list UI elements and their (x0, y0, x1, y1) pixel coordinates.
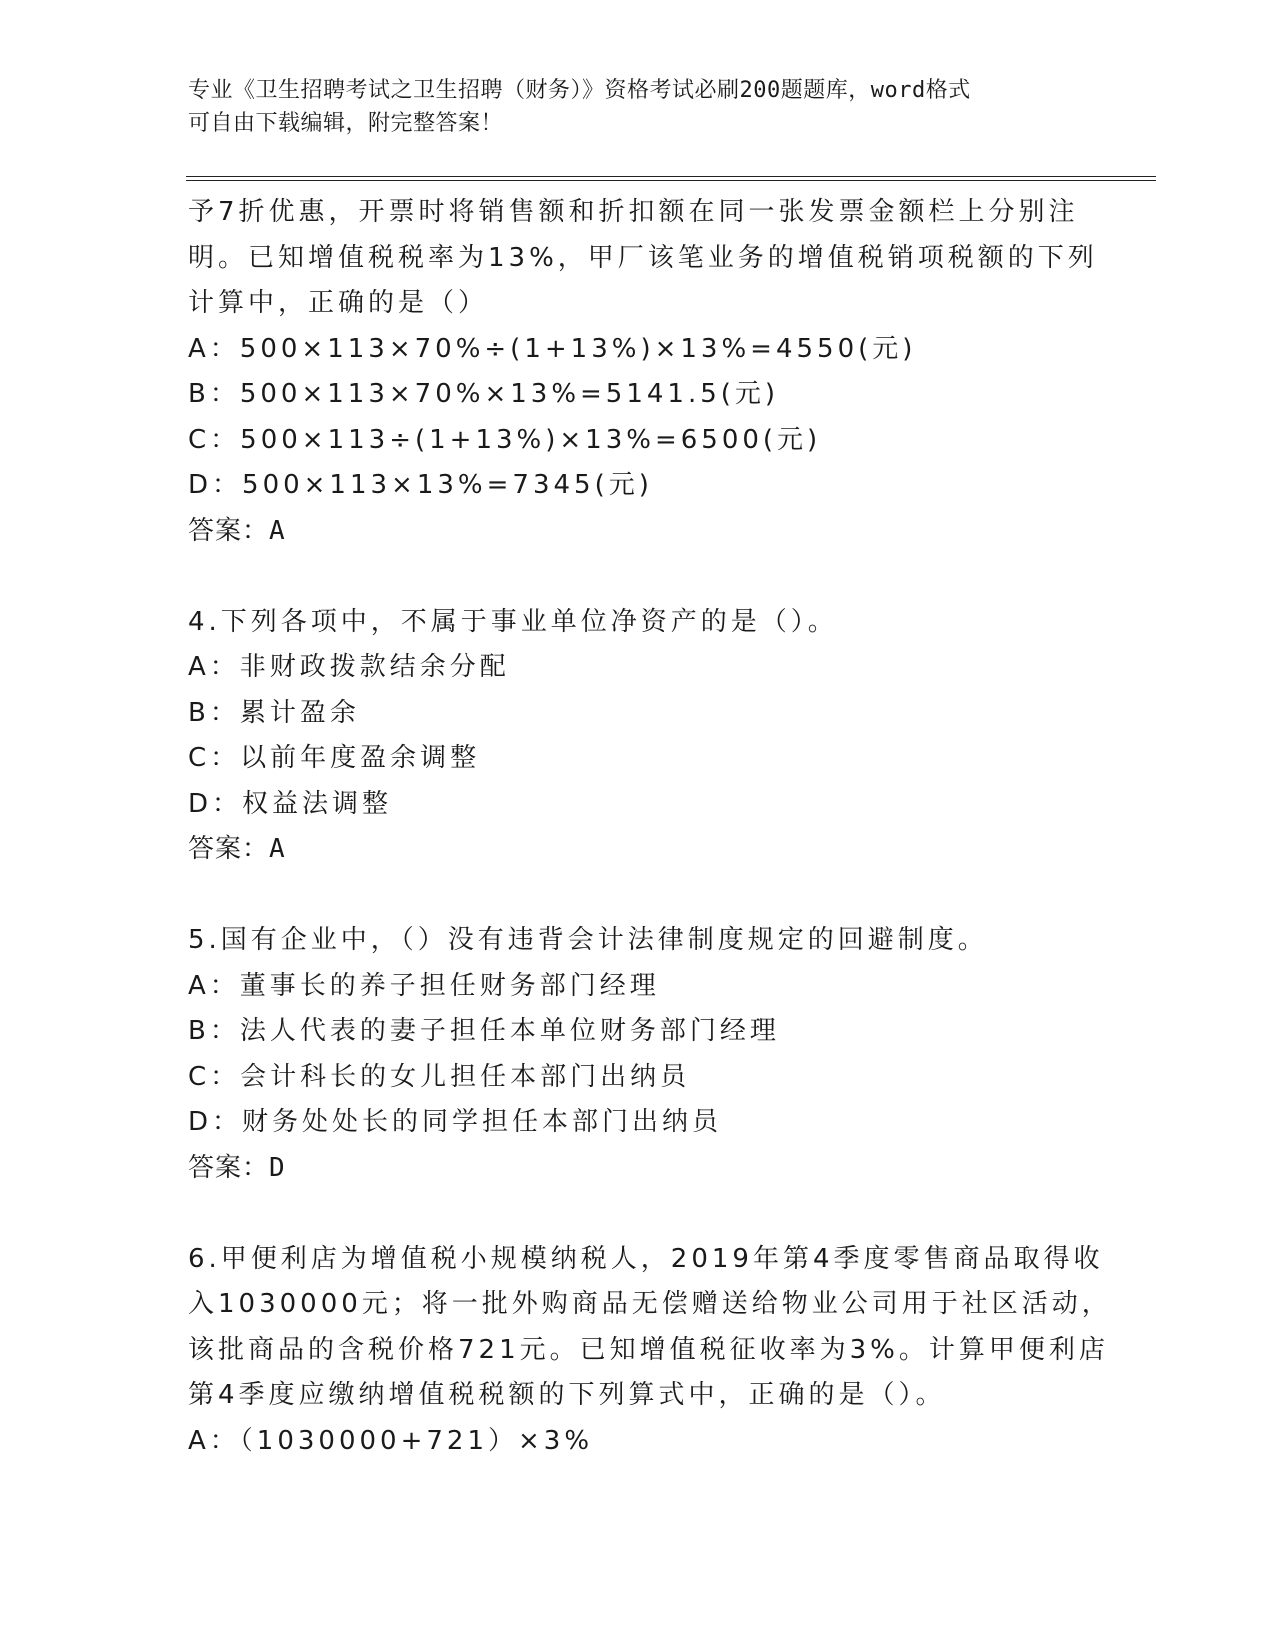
question-stem-line: 4.下列各项中，不属于事业单位净资产的是（）。 (188, 606, 838, 637)
question-stem-line: 6.甲便利店为增值税小规模纳税人，2019年第4季度零售商品取得收 (188, 1243, 1104, 1274)
option-c: C：500×113÷(1+13%)×13%=6500(元) (188, 424, 822, 455)
option-c: C：以前年度盈余调整 (188, 743, 481, 773)
answer-label: 答案：D (188, 1152, 286, 1183)
question-stem-line: 入1030000元；将一批外购商品无偿赠送给物业公司用于社区活动， (188, 1289, 1112, 1319)
spacer (188, 873, 1088, 919)
question-3 (188, 190, 1098, 554)
question-stem-line: 5.国有企业中，（）没有违背会计法律制度规定的回避制度。 (188, 925, 988, 955)
document-header (188, 74, 1068, 140)
header-subtitle-line: 可自由下载编辑，附完整答案！ (188, 111, 504, 136)
option-a: A：（1030000+721）×3% (188, 1425, 594, 1456)
question-4 (188, 600, 1088, 873)
question-list (188, 190, 1112, 1464)
option-c: C：会计科长的女儿担任本部门出纳员 (188, 1061, 691, 1092)
option-b: B：法人代表的妻子担任本单位财务部门经理 (188, 1016, 780, 1046)
spacer (188, 1191, 1088, 1237)
answer-label: 答案：A (188, 515, 286, 546)
question-6 (188, 1237, 1112, 1465)
spacer (188, 554, 1088, 600)
question-5 (188, 918, 1088, 1191)
option-a: A：非财政拨款结余分配 (188, 652, 510, 682)
header-divider (186, 176, 1156, 181)
option-a: A：500×113×70%÷(1+13%)×13%=4550(元) (188, 333, 917, 364)
question-stem-line: 计算中，正确的是（） (188, 288, 489, 318)
option-d: D：财务处处长的同学担任本部门出纳员 (188, 1107, 723, 1137)
option-a: A：董事长的养子担任财务部门经理 (188, 970, 660, 1001)
option-b: B：累计盈余 (188, 697, 360, 728)
question-stem-line: 明。已知增值税税率为13%，甲厂该笔业务的增值税销项税额的下列 (188, 242, 1098, 273)
option-b: B：500×113×70%×13%=5141.5(元) (188, 379, 780, 409)
option-d: D：权益法调整 (188, 788, 393, 819)
answer-label: 答案：A (188, 834, 286, 864)
option-d: D：500×113×13%=7345(元) (188, 470, 653, 500)
question-stem-line: 该批商品的含税价格721元。已知增值税征收率为3%。计算甲便利店 (188, 1334, 1109, 1365)
question-stem-line: 第4季度应缴纳增值税税额的下列算式中，正确的是（）。 (188, 1380, 946, 1410)
question-stem-line: 予7折优惠，开票时将销售额和折扣额在同一张发票金额栏上分别注 (188, 197, 1079, 227)
header-title-line: 专业《卫生招聘考试之卫生招聘（财务）》资格考试必刷200题题库，word格式 (188, 78, 971, 103)
